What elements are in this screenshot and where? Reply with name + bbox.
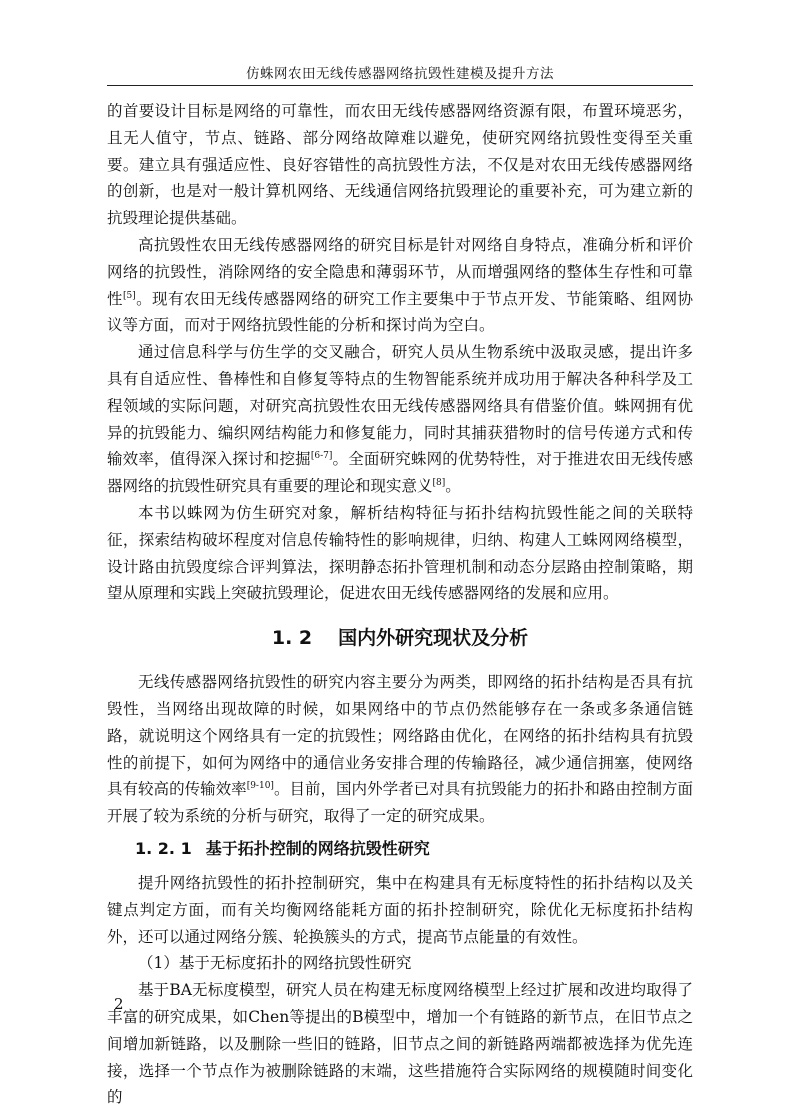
- paragraph-text: 。: [445, 477, 461, 496]
- paragraph-book-scope: 本书以蛛网为仿生研究对象，解析结构特征与拓扑结构抗毁性能之间的关联特征，探索结构破坏程度对信息传输特性的影响规律，归纳、构建人工蛛网网络模型，设计路由抗毁度综合评判算法，探明静态拓扑管理机制和动态分层路由控制策略，期望从原理和实践上突破抗毁理论，促进农田无线传感器网络的发展和应用。: [107, 503, 693, 603]
- citation: [5]: [122, 290, 136, 301]
- paragraph-topology-control: 提升网络抗毁性的拓扑控制研究，集中在构建具有无标度特性的拓扑结构以及关键点判定方面，而有关均衡网络能耗方面的拓扑控制研究，除优化无标度拓扑结构外，还可以通过网络分簇、轮换簇头的方式，提高节点能量的有效性。: [107, 873, 693, 946]
- section-title: 基于拓扑控制的网络抗毁性研究: [205, 838, 430, 858]
- citation: [9-10]: [246, 781, 274, 792]
- header-rule: [107, 85, 693, 86]
- paragraph-continuation: 的首要设计目标是网络的可靠性，而农田无线传感器网络资源有限，布置环境恶劣，且无人值守，节点、链路、部分网络故障难以避免，使研究网络抗毁性变得至关重要。建立具有强适应性、良好容错性的高抗毁性方法，不仅是对农田无线传感器网络的创新，也是对一般计算机网络、无线通信网络抗毁理论的重要补充，可为建立新的抗毁理论提供基础。: [107, 102, 693, 228]
- paragraph-text: 。目前，国内外学者已对具有抗毁能力的拓扑和路由控制方面开展了较为系统的分析与研究，取得了一定的研究成果。: [107, 780, 693, 826]
- section-heading-1-2: [107, 623, 693, 653]
- paragraph-text: 。现有农田无线传感器网络的研究工作主要集中于节点开发、节能策略、组网协议等方面，而对于网络抗毁性能的分析和探讨尚为空白。: [107, 289, 693, 335]
- section-title: 国内外研究现状及分析: [338, 627, 529, 650]
- section-number: 1. 2: [271, 627, 313, 650]
- paragraph-research-content: [107, 669, 693, 830]
- section-heading-1-2-1: [107, 834, 693, 864]
- paragraph-text: 。全面研究蛛网的优势特性，对于推进农田无线传感器网络的抗毁性研究具有重要的理论和现实意义: [107, 450, 693, 496]
- citation: [8]: [432, 478, 446, 489]
- citation: [6-7]: [310, 451, 333, 462]
- paragraph-text: 无线传感器网络抗毁性的研究内容主要分为两类，即网络的拓扑结构是否具有抗毁性，当网络出现故障的时候，如果网络中的节点仍然能够存在一条或多条通信链路，就说明这个网络具有一定的抗毁性；网络路由优化，在网络的拓扑结构具有抗毁性的前提下，如何为网络中的通信业务安排合理的传输路径，减少通信拥塞，使网络具有较高的传输效率: [107, 673, 693, 799]
- paragraph-bionics: [107, 339, 693, 500]
- running-header: 仿蛛网农田无线传感器网络抗毁性建模及提升方法: [246, 66, 554, 82]
- page-body: [107, 98, 693, 1111]
- subsection-heading-1: （1）基于无标度拓扑的网络抗毁性研究: [138, 954, 412, 973]
- page-number: 2: [114, 995, 124, 1013]
- paragraph-text: 通过信息科学与仿生学的交叉融合，研究人员从生物系统中汲取灵感，提出许多具有自适应性、鲁棒性和自修复等特点的生物智能系统并成功用于解决各种科学及工程领域的实际问题，对研究高抗毁性农田无线传感器网络具有借鉴价值。蛛网拥有优异的抗毁能力、编织网结构能力和修复能力，同时其捕获猎物时的信号传递方式和传输效率，值得深入探讨和挖掘: [107, 343, 693, 469]
- paragraph-ba-model: 基于BA无标度模型，研究人员在构建无标度网络模型上经过扩展和改进均取得了丰富的研究成果，如Chen等提出的B模型中，增加一个有链路的新节点，在旧节点之间增加新链路，以及删除一些旧的链路，旧节点之间的新链路两端都被选择为优先连接，选择一个节点作为被删除链路的末端，这些措施符合实际网络的规模随时间变化的: [107, 981, 693, 1107]
- paragraph-research-goal: [107, 232, 693, 339]
- section-number: 1. 2. 1: [135, 838, 192, 858]
- paragraph-text: 高抗毁性农田无线传感器网络的研究目标是针对网络自身特点，准确分析和评价网络的抗毁性，消除网络的安全隐患和薄弱环节，从而增强网络的整体生存性和可靠性: [107, 235, 693, 308]
